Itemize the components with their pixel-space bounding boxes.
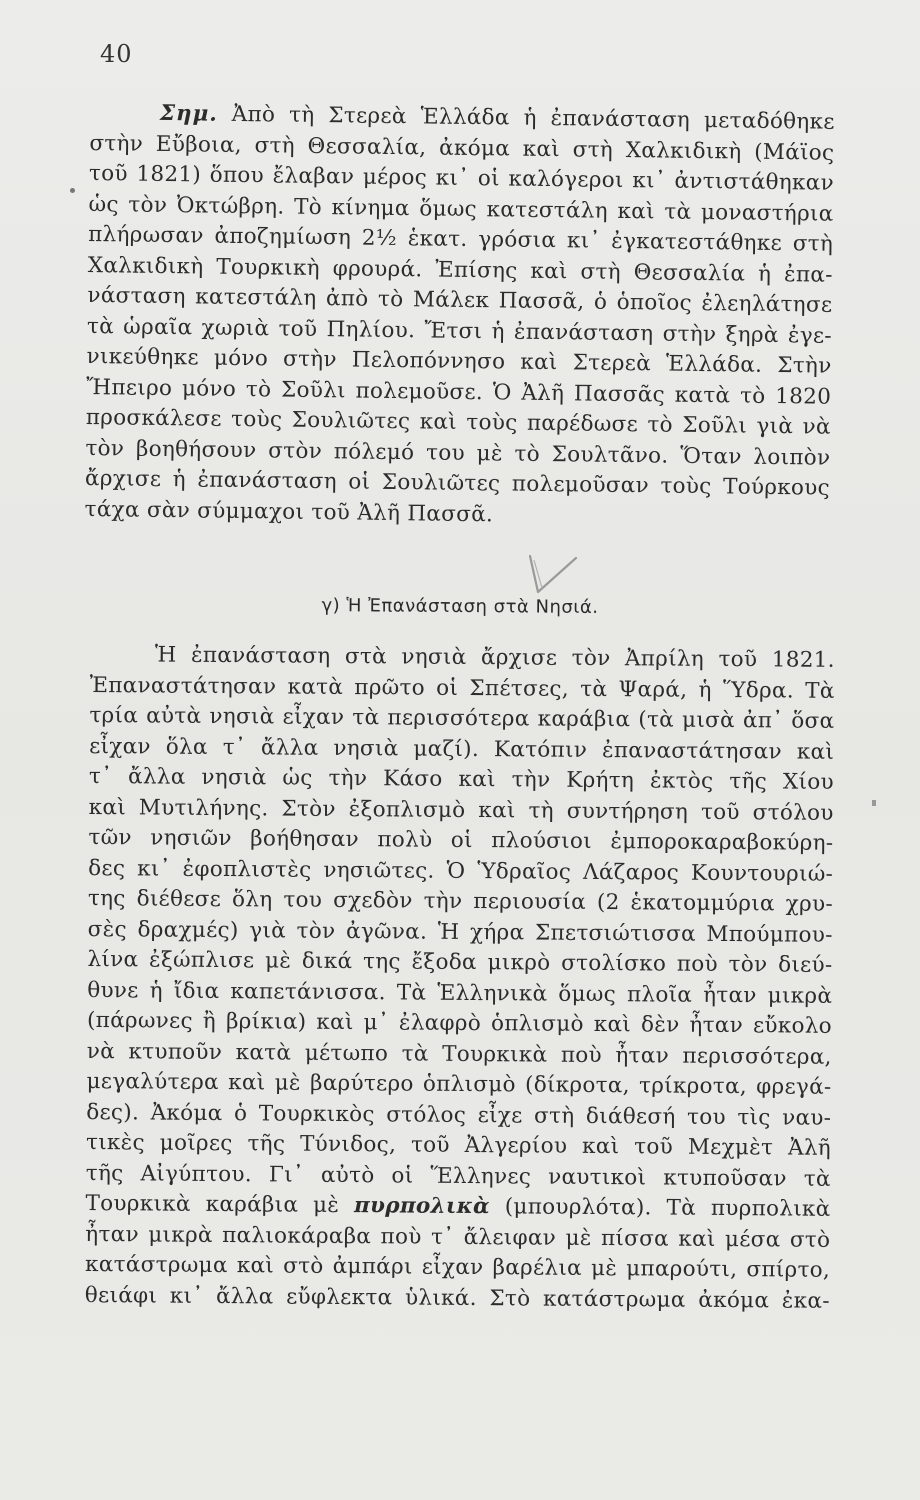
main-text-block: [85, 640, 835, 1317]
margin-speck-mark: [872, 800, 876, 806]
paragraph-line: κατάστρωμα καὶ στὸ ἀμπάρι εἶχαν βαρέλια μὲ μπαρούτι, σπίρτο,: [84, 1251, 831, 1283]
paragraph-line: τ᾽ ἄλλα νησιὰ ὡς τὴν Κάσο καὶ τὴν Κρήτη ἐκτὸς τῆς Χίου: [88, 763, 835, 795]
pyro-line-start: Τουρκικὰ καράβια μὲ: [85, 1190, 340, 1218]
footnote-line: τὸν βοηθήσουν στὸν πόλεμό του μὲ τὸ Σουλτᾶνο. Ὅταν λοιπὸν: [85, 435, 831, 471]
paragraph-line: θειάφι κι᾽ ἄλλα εὔφλεκτα ὑλικά. Στὸ κατάστρωμα ἀκόμα ἐκα-: [84, 1282, 830, 1314]
footnote-line: ἄρχισε ἡ ἐπανάσταση οἱ Σουλιῶτες πολεμοῦσαν τοὺς Τούρκους: [84, 465, 831, 501]
paragraph-line: νὰ κτυποῦν κατὰ μέτωπο τὰ Τουρκικὰ ποὺ ἦταν περισσότερα,: [86, 1038, 832, 1070]
paragraph-line: της διέθεσε ὅλη του σχεδὸν τὴν περιουσία (2 ἑκατομμύρια χρυ-: [87, 885, 834, 917]
footnote-line: τὰ ὡραῖα χωριὰ τοῦ Πηλίου. Ἔτσι ἡ ἐπανάσταση στὴν ξηρὰ ἐγε-: [86, 313, 833, 349]
paragraph-line: (πάρωνες ἢ βρίκια) καὶ μ᾽ ἐλαφρὸ ὁπλισμὸ καὶ δὲν ἦταν εὔκολο: [86, 1007, 833, 1039]
pyro-line-end: (μπουρλότα). Τὰ πυρπολικὰ: [504, 1194, 831, 1222]
paragraph-line: δες κι᾽ ἐφοπλιστὲς νησιῶτες. Ὁ Ὑδραῖος Λάζαρος Κουντουριώ-: [88, 855, 834, 887]
paragraph-line: τικὲς μοῖρες τῆς Τύνιδος, τοῦ Ἀλγερίου καὶ τοῦ Μεχμὲτ Ἀλῆ: [85, 1129, 832, 1161]
footnote-block: [84, 98, 835, 535]
paragraph-line: Ἡ ἐπανάσταση στὰ νησιὰ ἄρχισε τὸν Ἀπρίλη τοῦ 1821.: [154, 642, 835, 673]
paragraph-line: ἦταν μικρὰ παλιοκάραβα ποὺ τ᾽ ἄλειφαν μὲ πίσσα καὶ μέσα στὸ: [85, 1221, 831, 1253]
footnote-line: στὴν Εὔβοια, στὴ Θεσσαλία, ἀκόμα καὶ στὴ Χαλκιδικὴ (Μάϊος: [89, 130, 835, 166]
paragraph-line: σὲς δραχμές) γιὰ τὸν ἀγῶνα. Ἡ χήρα Σπετσιώτισσα Μπούμπου-: [87, 916, 833, 948]
note-label: Σημ.: [159, 100, 219, 127]
paragraph-line: μεγαλύτερα καὶ μὲ βαρύτερο ὁπλισμὸ (δίκροτα, τρίκροτα, φρεγά-: [86, 1068, 832, 1100]
footnote-line: Ἤπειρο μόνο τὸ Σοῦλι πολεμοῦσε. Ὁ Ἀλῆ Πασσᾶς κατὰ τὸ 1820: [86, 374, 832, 410]
paragraph-line: θυνε ἡ ἴδια καπετάνισσα. Τὰ Ἑλληνικὰ ὅμως πλοῖα ἦταν μικρὰ: [87, 977, 833, 1009]
footnote-line: τάχα σὰν σύμμαχοι τοῦ Ἀλῆ Πασσᾶ.: [84, 496, 494, 527]
page-number: 40: [100, 40, 133, 68]
footnote-line: τοῦ 1821) ὅπου ἔλαβαν μέρος κι᾽ οἱ καλόγεροι κι᾽ ἀντιστάθηκαν: [88, 160, 835, 196]
section-heading: γ) Ἡ Ἐπανάσταση στὰ Νησιά.: [321, 595, 599, 618]
paragraph-line: τῶν νησιῶν βοήθησαν πολὺ οἱ πλούσιοι ἐμποροκαραβοκύρη-: [88, 824, 834, 856]
paragraph-line: τρία αὐτὰ νησιὰ εἶχαν τὰ περισσότερα καράβια (τὰ μισὰ ἀπ᾽ ὅσα: [89, 702, 835, 734]
margin-dot-mark: [70, 188, 75, 193]
paragraph-line: καὶ Μυτιλήνης. Στὸν ἐξοπλισμὸ καὶ τὴ συντήρηση τοῦ στόλου: [88, 794, 834, 826]
footnote-first-line-text: Ἀπὸ τὴ Στερεὰ Ἑλλάδα ἡ ἐπανάσταση μεταδόθηκε: [231, 101, 835, 135]
paragraph-line: τῆς Αἰγύπτου. Γι᾽ αὐτὸ οἱ Ἕλληνες ναυτικοὶ κτυποῦσαν τὰ: [85, 1160, 831, 1192]
footnote-line: πλήρωσαν ἀποζημίωση 2½ ἑκατ. γρόσια κι᾽ ἐγκατεστάθηκε στὴ: [88, 221, 834, 257]
footnote-line: Χαλκιδικὴ Τουρκικὴ φρουρά. Ἐπίσης καὶ στὴ Θεσσαλία ἡ ἐπα-: [87, 252, 833, 288]
pencil-check-mark: [524, 548, 584, 598]
emphasized-term: πυρπολικὰ: [353, 1193, 491, 1220]
paragraph-line: Ἐπαναστάτησαν κατὰ πρῶτο οἱ Σπέτσες, τὰ Ψαρά, ἡ Ὕδρα. Τὰ: [89, 672, 835, 704]
paragraph-line: εἶχαν ὅλα τ᾽ ἄλλα νησιὰ μαζί). Κατόπιν ἐπαναστάτησαν καὶ: [89, 733, 835, 765]
footnote-line: ὡς τὸν Ὀκτώβρη. Τὸ κίνημα ὅμως κατεστάλη καὶ τὰ μοναστήρια: [88, 191, 834, 227]
footnote-line: προσκάλεσε τοὺς Σουλιῶτες καὶ τοὺς παρέδωσε τὸ Σοῦλι γιὰ νὰ: [85, 404, 831, 440]
paragraph-line: δες). Ἀκόμα ὁ Τουρκικὸς στόλος εἶχε στὴ διάθεσή του τὶς ναυ-: [86, 1099, 832, 1131]
footnote-line: νάσταση κατεστάλη ἀπὸ τὸ Μάλεκ Πασσᾶ, ὁ ὁποῖος ἐλεηλάτησε: [87, 282, 833, 318]
paragraph-line: λίνα ἐξώπλισε μὲ δικά της ἔξοδα μικρὸ στολίσκο ποὺ τὸν διεύ-: [87, 946, 833, 978]
footnote-line: νικεύθηκε μόνο στὴν Πελοπόννησο καὶ Στερεὰ Ἑλλάδα. Στὴν: [86, 343, 832, 379]
